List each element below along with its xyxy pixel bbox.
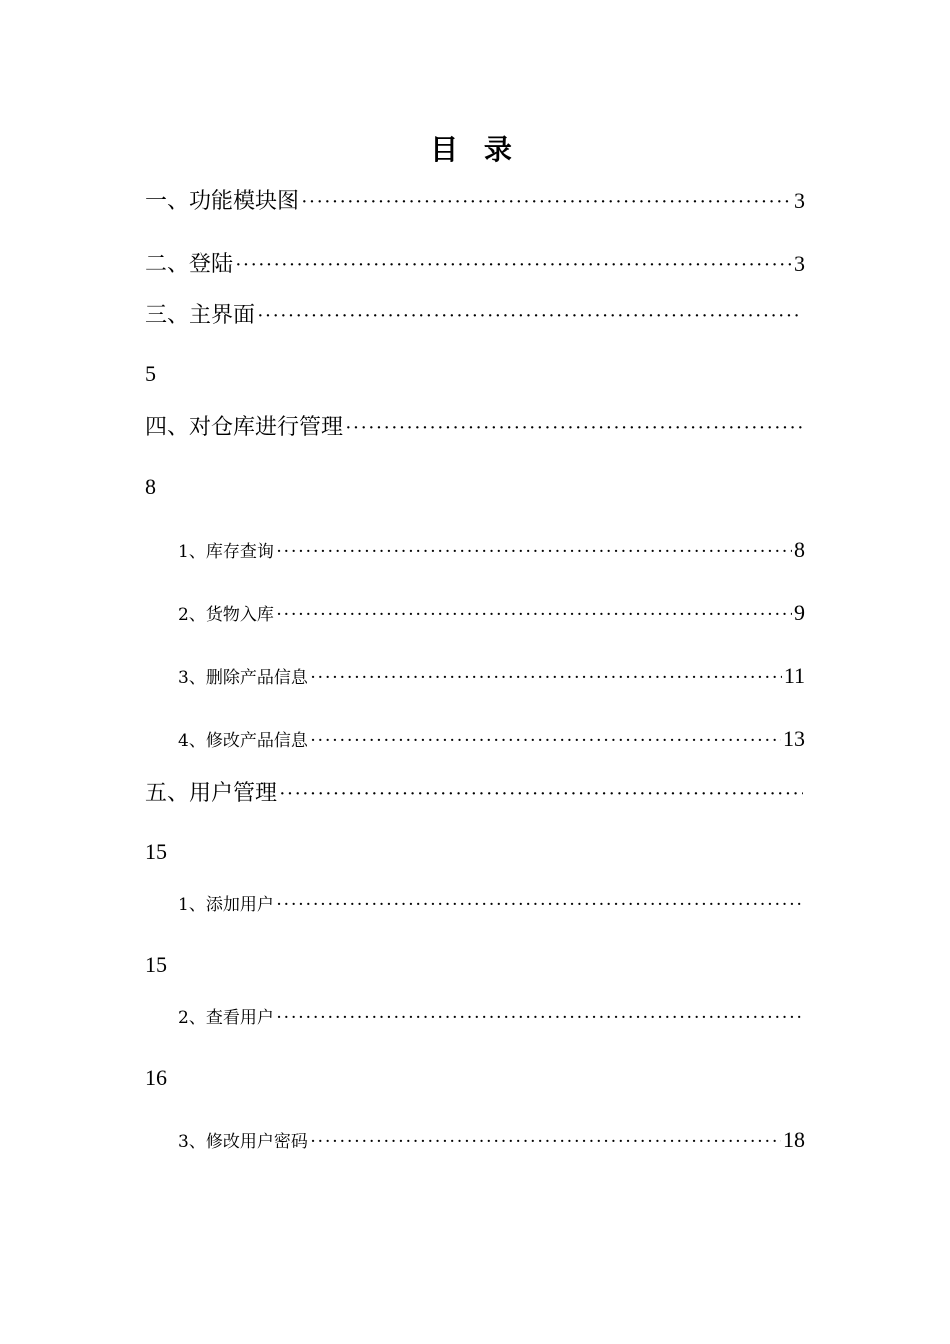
toc-entry-label: 三、主界面 <box>145 303 256 328</box>
toc-entry-label: 2、货物入库 <box>178 605 274 625</box>
toc-entry-label: 五、用户管理 <box>145 781 278 806</box>
toc-entry-page: 3 <box>794 251 805 276</box>
toc-leader-dots <box>235 254 792 277</box>
toc-entry-label: 1、添加用户 <box>178 895 274 915</box>
toc-subentry <box>178 1127 805 1153</box>
toc-subentry <box>178 890 805 916</box>
toc-entry <box>145 184 805 215</box>
toc-entry <box>145 410 805 441</box>
toc-leader-dots <box>276 604 792 626</box>
toc-entry-label: 二、登陆 <box>145 252 234 277</box>
toc-entry <box>145 776 805 807</box>
toc-entry <box>145 298 805 329</box>
toc-leader-dots <box>257 305 803 328</box>
toc-subentry <box>178 537 805 563</box>
toc-leader-dots <box>279 783 803 806</box>
toc-entry-page: 15 <box>145 839 167 864</box>
toc-subentry <box>178 726 805 752</box>
toc-entry <box>145 247 805 278</box>
toc-entry-label: 2、查看用户 <box>178 1008 274 1028</box>
toc-title: 目 录 <box>430 133 520 166</box>
toc-entry-page: 16 <box>145 1065 167 1090</box>
toc-entry-label: 3、删除产品信息 <box>178 668 308 688</box>
toc-entry-label: 4、修改产品信息 <box>178 731 308 751</box>
toc-leader-dots <box>310 730 781 752</box>
toc-subentry <box>178 663 805 689</box>
toc-entry-page: 15 <box>145 952 167 977</box>
toc-entry-label: 一、功能模块图 <box>145 189 300 214</box>
toc-leader-dots <box>276 894 803 916</box>
toc-entry-page: 8 <box>145 474 156 499</box>
toc-subentry <box>178 600 805 626</box>
toc-subentry <box>178 1003 805 1029</box>
toc-leader-dots <box>276 1007 803 1029</box>
toc-leader-dots <box>276 541 792 563</box>
toc-entry-label: 1、库存查询 <box>178 542 274 562</box>
toc-entry-page: 11 <box>783 663 805 688</box>
toc-leader-dots <box>310 667 782 689</box>
toc-leader-dots <box>301 191 792 214</box>
toc-entry-label: 3、修改用户密码 <box>178 1132 308 1152</box>
toc-entry-page: 8 <box>794 537 805 562</box>
toc-entry-label: 四、对仓库进行管理 <box>145 415 344 440</box>
toc-leader-dots <box>345 417 803 440</box>
toc-entry-page: 9 <box>794 600 805 625</box>
toc-entry-page: 5 <box>145 361 156 386</box>
toc-entry-page: 3 <box>794 188 805 213</box>
toc-entry-page: 18 <box>783 1127 805 1152</box>
toc-leader-dots <box>310 1131 781 1153</box>
toc-entry-page: 13 <box>783 726 805 751</box>
